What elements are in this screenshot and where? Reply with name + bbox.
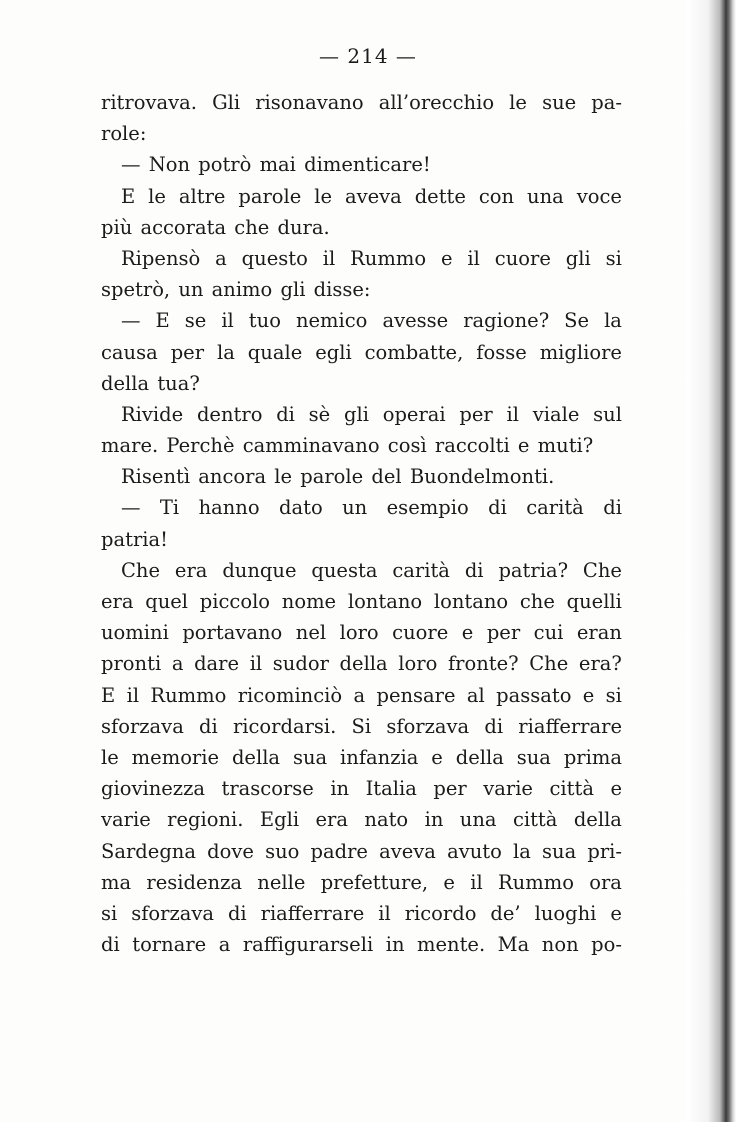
word: in xyxy=(385,933,405,957)
word: le xyxy=(509,91,527,114)
word: loro xyxy=(398,652,438,676)
word: della xyxy=(339,652,388,676)
word: gli xyxy=(343,402,369,426)
word: muti? xyxy=(537,434,594,458)
word: Si xyxy=(351,714,372,738)
word: cui xyxy=(533,621,564,645)
word: gli xyxy=(565,246,591,270)
word: era xyxy=(174,558,208,582)
word: ritrovava. xyxy=(101,91,197,114)
text-line xyxy=(101,337,622,368)
word: più xyxy=(101,215,133,239)
word: nelle xyxy=(257,870,306,894)
word: ancora xyxy=(198,465,267,489)
word: a xyxy=(215,246,227,270)
word: nemico xyxy=(295,309,368,333)
word: sforzava xyxy=(386,714,470,738)
word: uomini xyxy=(101,621,169,645)
word: per xyxy=(486,621,521,645)
word: città xyxy=(512,808,558,832)
word: ma xyxy=(101,870,132,894)
text-line xyxy=(101,274,622,305)
word: della xyxy=(573,808,622,832)
body-text xyxy=(101,87,622,960)
word: e xyxy=(443,870,455,894)
word: piccolo xyxy=(199,590,271,613)
word: di xyxy=(464,558,484,582)
word: luoghi xyxy=(534,901,597,925)
word: prefetture, xyxy=(320,870,429,894)
word: della xyxy=(101,371,150,395)
word: e xyxy=(461,621,474,645)
word: memorie xyxy=(131,745,220,769)
word: E xyxy=(121,184,136,208)
word: varie xyxy=(483,777,533,801)
word: Non xyxy=(148,153,191,177)
word: il xyxy=(378,901,391,925)
word: dove xyxy=(207,839,254,863)
word: Rivide xyxy=(121,402,184,426)
text-line xyxy=(101,118,622,149)
word: tornare xyxy=(132,933,207,957)
word: città xyxy=(549,777,594,801)
word: raccolti xyxy=(434,434,510,458)
text-line xyxy=(101,836,622,867)
word: trascorse xyxy=(221,777,314,801)
text-line xyxy=(101,617,622,648)
word: dare xyxy=(194,652,240,676)
word: pri- xyxy=(587,839,622,863)
word: si xyxy=(605,683,622,707)
text-line xyxy=(101,524,622,555)
word: Egli xyxy=(259,808,300,832)
text-line xyxy=(101,430,622,461)
word: a xyxy=(171,652,184,676)
word: era xyxy=(315,808,348,832)
word: Italia xyxy=(365,777,417,801)
word: il xyxy=(221,309,234,333)
word: a xyxy=(353,683,366,707)
text-line xyxy=(101,773,622,804)
text-line xyxy=(101,87,622,118)
word: era xyxy=(101,590,134,613)
word: Se xyxy=(564,309,590,333)
word: la xyxy=(216,340,235,364)
text-line xyxy=(101,149,622,180)
word: sforzava xyxy=(101,714,184,738)
word: dato xyxy=(279,496,323,520)
text-line xyxy=(101,399,622,430)
word: Rummo xyxy=(150,683,227,707)
text-line xyxy=(101,742,622,773)
word: per xyxy=(459,402,493,426)
word: patria? xyxy=(498,558,569,582)
text-line xyxy=(101,648,622,679)
word: parole xyxy=(238,184,302,208)
word: role: xyxy=(101,122,147,146)
word: in xyxy=(330,777,350,801)
word: cuore xyxy=(494,246,551,270)
word: tuo xyxy=(248,309,281,333)
word: ora xyxy=(589,870,622,894)
word: il xyxy=(506,402,519,426)
word: Gli xyxy=(212,91,241,114)
text-line xyxy=(101,804,622,835)
word: della xyxy=(231,745,281,769)
text-line xyxy=(101,368,622,399)
book-spine-shadow xyxy=(686,0,736,1122)
word: le xyxy=(101,745,119,769)
word: che xyxy=(519,590,555,613)
word: di xyxy=(227,901,247,925)
word: Risentì xyxy=(121,465,191,489)
word: di xyxy=(603,496,622,520)
word: e xyxy=(517,434,530,458)
word: Sardegna xyxy=(101,839,196,863)
word: infanzia xyxy=(340,745,419,769)
word: questo xyxy=(241,246,308,270)
word: avesse xyxy=(382,309,449,333)
word: e xyxy=(582,683,595,707)
word: il xyxy=(322,246,336,270)
word: Ripensò xyxy=(121,246,201,270)
word: quel xyxy=(145,590,189,613)
word: prima xyxy=(563,745,622,769)
word: combatte, xyxy=(364,340,464,364)
word: una xyxy=(459,808,497,832)
word: così xyxy=(387,434,427,458)
word: Rummo xyxy=(497,870,574,894)
word: se xyxy=(184,309,207,333)
word: disse: xyxy=(313,278,371,302)
word: di xyxy=(276,402,295,426)
word: mai xyxy=(259,153,296,177)
word: animo xyxy=(211,278,273,302)
word: E xyxy=(101,683,116,707)
word: sul xyxy=(593,402,622,426)
word: Perchè xyxy=(166,434,235,458)
word: raffigurarseli xyxy=(242,933,374,957)
word: riafferrare xyxy=(260,901,365,925)
word: varie xyxy=(101,808,151,832)
page-number: — 214 — xyxy=(319,44,417,68)
word: causa xyxy=(101,340,158,364)
word: — xyxy=(121,309,141,333)
word: riafferrare xyxy=(518,714,622,738)
word: si xyxy=(605,246,622,270)
word: sè xyxy=(308,402,331,426)
word: egli xyxy=(315,340,352,364)
word: la xyxy=(604,309,622,333)
word: per xyxy=(433,777,467,801)
word: viale xyxy=(532,402,580,426)
word: esempio xyxy=(386,496,469,520)
word: avuto xyxy=(447,839,502,863)
word: suo xyxy=(265,839,300,863)
word: po- xyxy=(591,933,622,957)
word: e xyxy=(610,901,622,925)
word: sue xyxy=(542,91,577,114)
text-line xyxy=(101,680,622,711)
word: Ti xyxy=(159,496,180,520)
text-line xyxy=(101,181,622,212)
word: a xyxy=(218,933,231,957)
word: risonavano xyxy=(255,91,364,114)
word: le xyxy=(148,184,166,208)
word: una xyxy=(527,184,564,208)
word: de’ xyxy=(490,901,521,925)
word: ricordo xyxy=(404,901,477,925)
word: regioni. xyxy=(167,808,244,832)
word: della xyxy=(455,745,504,769)
word: e xyxy=(440,246,453,270)
text-line xyxy=(101,711,622,742)
word: le xyxy=(274,465,293,489)
word: tua? xyxy=(157,371,200,395)
word: ragione? xyxy=(463,309,550,333)
text-line xyxy=(101,212,622,243)
word: nato xyxy=(364,808,409,832)
word: dura. xyxy=(277,215,330,239)
word: Rummo xyxy=(350,246,427,270)
word: lontano xyxy=(433,590,509,613)
word: residenza xyxy=(146,870,242,894)
word: aveva xyxy=(379,839,436,863)
word: un xyxy=(342,496,368,520)
word: hanno xyxy=(198,496,260,520)
word: giovinezza xyxy=(101,777,205,801)
word: gli xyxy=(280,278,306,302)
text-line xyxy=(101,898,622,929)
word: potrò xyxy=(198,153,252,177)
word: pronti xyxy=(101,652,162,676)
word: di xyxy=(488,496,507,520)
word: carità xyxy=(392,558,450,582)
word: Ma xyxy=(497,933,530,957)
word: dunque xyxy=(222,558,297,582)
word: il xyxy=(467,246,480,270)
word: fosse xyxy=(476,340,527,364)
word: di xyxy=(101,933,120,957)
word: parole xyxy=(300,465,364,489)
word: sua xyxy=(292,745,328,769)
word: migliore xyxy=(539,340,622,364)
word: non xyxy=(541,933,579,957)
word: quelli xyxy=(566,590,622,613)
word: loro xyxy=(339,621,379,645)
word: lontano xyxy=(347,590,423,613)
text-line xyxy=(101,555,622,586)
word: nel xyxy=(295,621,327,645)
word: cuore xyxy=(392,621,449,645)
word: operai xyxy=(382,402,446,426)
word: dentro xyxy=(196,402,263,426)
text-line xyxy=(101,243,622,274)
word: Buondelmonti. xyxy=(409,465,555,489)
word: e xyxy=(610,777,622,801)
word: nome xyxy=(281,590,337,613)
word: portavano xyxy=(182,621,283,645)
word: — xyxy=(121,496,141,520)
word: in xyxy=(424,808,444,832)
text-line xyxy=(101,867,622,898)
word: aveva xyxy=(344,184,402,208)
word: altre xyxy=(178,184,226,208)
word: che xyxy=(234,215,270,239)
word: ricordarsi. xyxy=(232,714,337,738)
word: e xyxy=(431,745,443,769)
word: questa xyxy=(311,558,378,582)
text-line xyxy=(101,305,622,336)
word: dette xyxy=(414,184,466,208)
word: di xyxy=(484,714,504,738)
word: camminavano xyxy=(242,434,380,458)
word: sudor xyxy=(272,652,329,676)
text-line xyxy=(101,586,622,617)
word: carità xyxy=(526,496,584,520)
word: con xyxy=(478,184,515,208)
word: Che xyxy=(121,558,161,582)
word: passato xyxy=(496,683,572,707)
word: la xyxy=(513,839,531,863)
word: Che xyxy=(582,558,622,582)
word: al xyxy=(466,683,485,707)
text-line xyxy=(101,492,622,523)
word: per xyxy=(170,340,205,364)
word: patria! xyxy=(101,527,168,551)
word: pa- xyxy=(591,91,622,114)
text-line xyxy=(101,929,622,960)
word: il xyxy=(249,652,263,676)
word: del xyxy=(371,465,402,489)
word: eran xyxy=(576,621,622,645)
word: all’orecchio xyxy=(378,91,495,114)
word: voce xyxy=(576,184,622,208)
word: sua xyxy=(542,839,577,863)
word: ricominciò xyxy=(237,683,343,707)
word: pensare xyxy=(376,683,456,707)
text-line xyxy=(101,461,622,492)
word: le xyxy=(314,184,333,208)
word: sua xyxy=(516,745,551,769)
word: dimenticare! xyxy=(304,153,431,177)
word: Che xyxy=(529,652,569,676)
word: il xyxy=(470,870,483,894)
word: era? xyxy=(578,652,622,676)
word: mare. xyxy=(101,434,159,458)
word: sforzava xyxy=(131,901,215,925)
word: padre xyxy=(310,839,368,863)
word: un xyxy=(178,278,204,302)
word: mente. xyxy=(417,933,486,957)
word: E xyxy=(155,309,170,333)
word: di xyxy=(199,714,218,738)
word: spetrò, xyxy=(101,278,171,302)
word: il xyxy=(126,683,140,707)
word: fronte? xyxy=(447,652,519,676)
word: quale xyxy=(247,340,303,364)
word: si xyxy=(101,901,118,925)
word: accorata xyxy=(140,215,227,239)
word: — xyxy=(121,153,141,177)
